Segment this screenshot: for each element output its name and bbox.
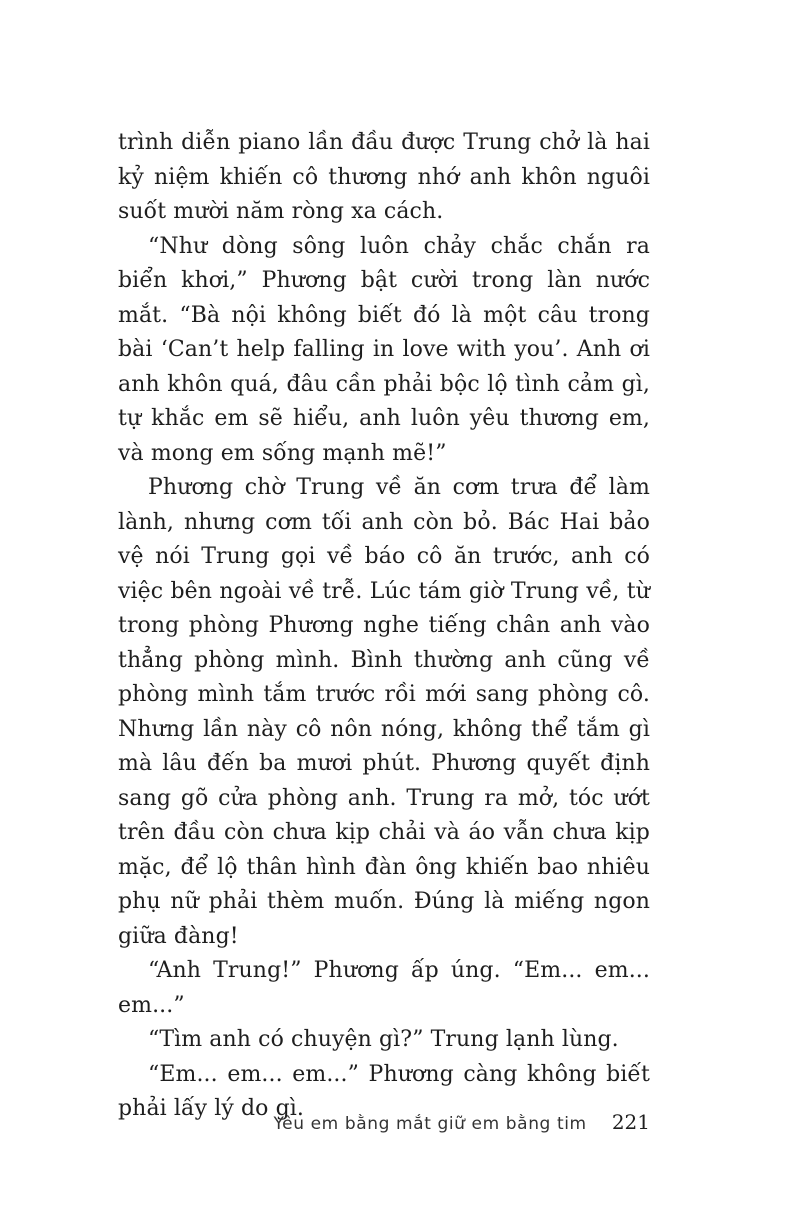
page-number: 221 bbox=[611, 1110, 650, 1134]
running-title: Yêu em bằng mắt giữ em bằng tim bbox=[273, 1114, 587, 1134]
paragraph-grandmother-quote: “Như dòng sông luôn chảy chắc chắn ra biển khơi,” Phương bật cười trong làn nước mắt. “Bà nội không biết đó là một câu trong bài ‘Can’t help falling in love with you’. Anh ơi anh khôn quá, đâu cần phải bộc lộ tình cảm gì, tự khắc em sẽ hiểu, anh luôn yêu thương em, và mong em sống mạnh mẽ!” bbox=[118, 233, 650, 466]
page-footer bbox=[118, 1110, 650, 1134]
paragraph-waiting-for-trung: Phương chờ Trung về ăn cơm trưa để làm lành, nhưng cơm tối anh còn bỏ. Bác Hai bảo vệ nói Trung gọi về báo cô ăn trước, anh có việc bên ngoài về trễ. Lúc tám giờ Trung về, từ trong phòng Phương nghe tiếng chân anh vào thẳng phòng mình. Bình thường anh cũng về phòng mình tắm trước rồi mới sang phòng cô. Nhưng lần này cô nôn nóng, không thể tắm gì mà lâu đến ba mươi phút. Phương quyết định sang gõ cửa phòng anh. Trung ra mở, tóc ướt trên đầu còn chưa kịp chải và áo vẫn chưa kịp mặc, để lộ thân hình đàn ông khiến bao nhiêu phụ nữ phải thèm muốn. Đúng là miếng ngon giữa đàng! bbox=[118, 475, 650, 949]
dialogue-tim-anh: “Tìm anh có chuyện gì?” Trung lạnh lùng. bbox=[148, 1027, 619, 1052]
dialogue-anh-trung: “Anh Trung!” Phương ấp úng. “Em... em... em...” bbox=[118, 958, 650, 1018]
paragraph-continuation: trình diễn piano lần đầu được Trung chở là hai kỷ niệm khiến cô thương nhớ anh khôn nguôi suốt mười năm ròng xa cách. bbox=[118, 130, 650, 224]
body-text bbox=[118, 126, 650, 1127]
dialogue-em-em: “Em... em... em...” Phương càng không biết phải lấy lý do gì. bbox=[118, 1061, 650, 1121]
